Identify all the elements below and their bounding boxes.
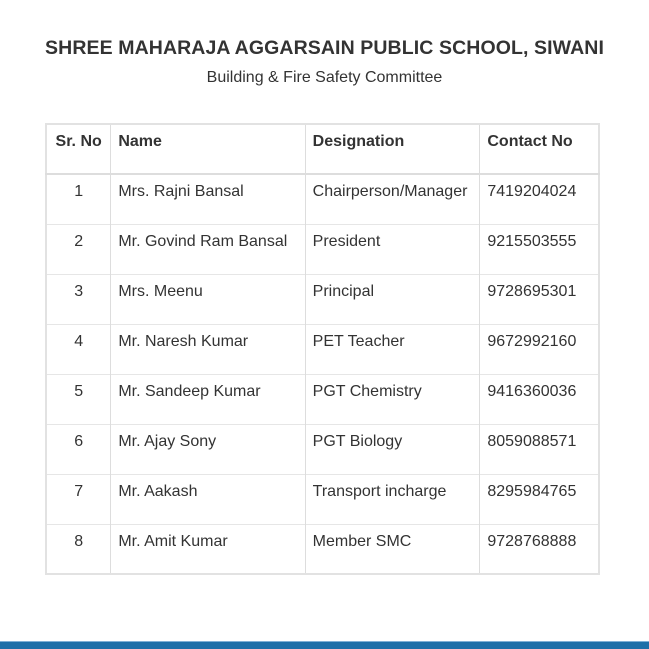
cell-name: Mrs. Rajni Bansal xyxy=(111,174,305,224)
footer-bar xyxy=(0,641,649,649)
column-header-contact-no: Contact No xyxy=(480,124,599,174)
column-header-name: Name xyxy=(111,124,305,174)
cell-contact-no: 9416360036 xyxy=(480,374,599,424)
cell-sr-no: 7 xyxy=(46,474,111,524)
table-row xyxy=(46,174,599,224)
cell-designation: PGT Chemistry xyxy=(305,374,480,424)
cell-designation: PGT Biology xyxy=(305,424,480,474)
table-row xyxy=(46,324,599,374)
table-row xyxy=(46,374,599,424)
cell-name: Mr. Govind Ram Bansal xyxy=(111,224,305,274)
cell-contact-no: 7419204024 xyxy=(480,174,599,224)
cell-name: Mr. Sandeep Kumar xyxy=(111,374,305,424)
cell-name: Mrs. Meenu xyxy=(111,274,305,324)
cell-contact-no: 8059088571 xyxy=(480,424,599,474)
cell-sr-no: 8 xyxy=(46,524,111,574)
cell-contact-no: 8295984765 xyxy=(480,474,599,524)
cell-contact-no: 9728768888 xyxy=(480,524,599,574)
table-header-row xyxy=(46,124,599,174)
cell-name: Mr. Naresh Kumar xyxy=(111,324,305,374)
table-row xyxy=(46,224,599,274)
cell-name: Mr. Amit Kumar xyxy=(111,524,305,574)
cell-sr-no: 4 xyxy=(46,324,111,374)
cell-sr-no: 2 xyxy=(46,224,111,274)
cell-name: Mr. Aakash xyxy=(111,474,305,524)
table-row xyxy=(46,524,599,574)
cell-designation: PET Teacher xyxy=(305,324,480,374)
table-row xyxy=(46,474,599,524)
cell-contact-no: 9672992160 xyxy=(480,324,599,374)
table-row xyxy=(46,274,599,324)
cell-designation: Chairperson/Manager xyxy=(305,174,480,224)
column-header-sr-no: Sr. No xyxy=(46,124,111,174)
committee-title: Building & Fire Safety Committee xyxy=(206,69,443,86)
column-header-designation: Designation xyxy=(305,124,480,174)
cell-designation: President xyxy=(305,224,480,274)
cell-designation: Principal xyxy=(305,274,480,324)
cell-sr-no: 6 xyxy=(46,424,111,474)
cell-designation: Member SMC xyxy=(305,524,480,574)
cell-sr-no: 1 xyxy=(46,174,111,224)
cell-designation: Transport incharge xyxy=(305,474,480,524)
cell-contact-no: 9215503555 xyxy=(480,224,599,274)
cell-sr-no: 3 xyxy=(46,274,111,324)
cell-sr-no: 5 xyxy=(46,374,111,424)
table-row xyxy=(46,424,599,474)
cell-name: Mr. Ajay Sony xyxy=(111,424,305,474)
school-title: SHREE MAHARAJA AGGARSAIN PUBLIC SCHOOL, SIWANI xyxy=(45,37,604,59)
committee-table xyxy=(45,123,600,575)
cell-contact-no: 9728695301 xyxy=(480,274,599,324)
